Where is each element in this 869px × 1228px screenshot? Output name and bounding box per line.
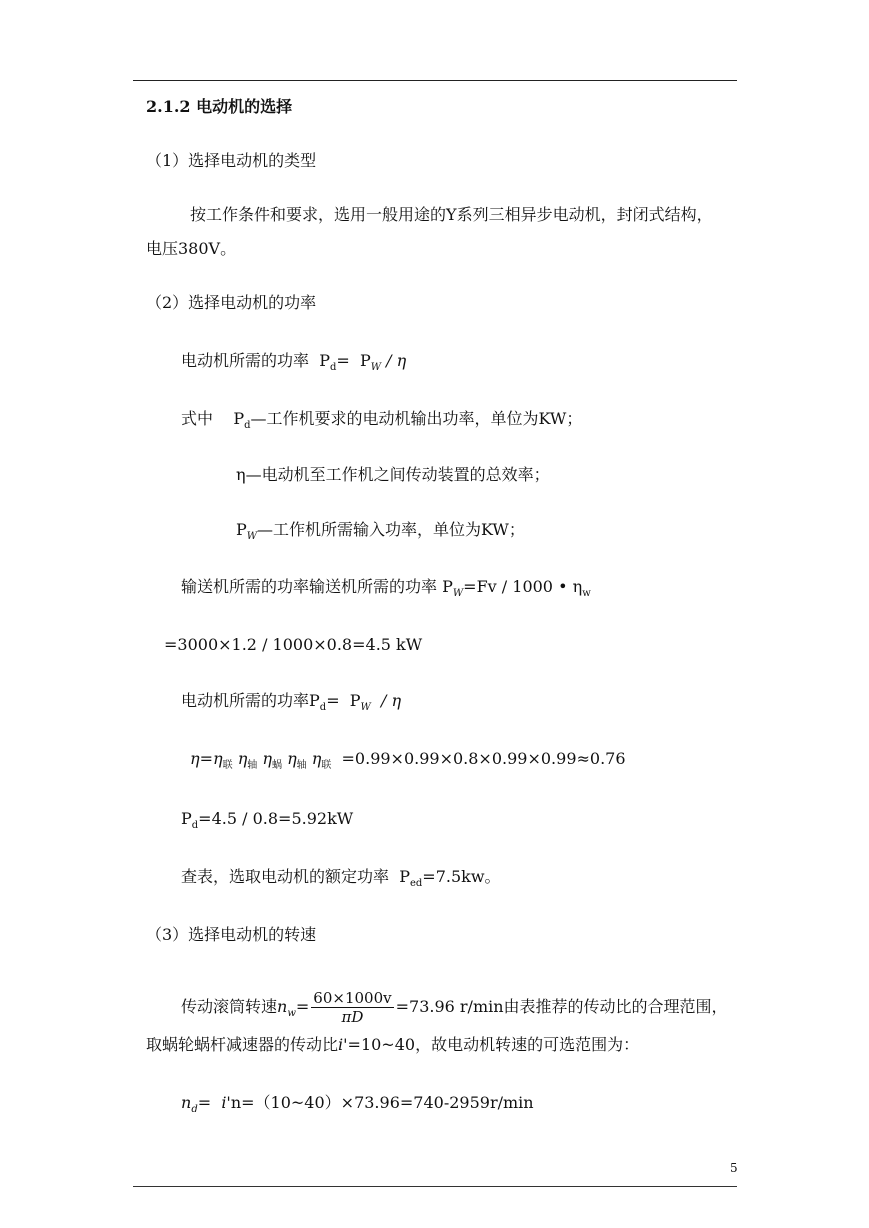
drum-speed-line: 传动滚筒转速$n_w=$ $\frac{60\times 1000v}{\pi D}$ =73.96 r/min由表推荐的传动比的合理范围， bbox=[181, 989, 728, 1026]
section-heading: 2.1.2 电动机的选择 bbox=[146, 97, 293, 116]
efficiency-line: $\eta=\eta_联$ $\eta_轴$ $\eta_蜗$ $\eta_轴$ $\eta_联 =0.99\times 0.99\times 0.8\times 0.99\times 0.99\approx 0.76$ bbox=[190, 749, 626, 771]
subsection-1-title: （1）选择电动机的类型 bbox=[146, 151, 317, 170]
header-rule bbox=[133, 80, 737, 81]
pd-value-line: $P_d=4.5 / 0.8=5.92kW$ bbox=[181, 809, 354, 831]
rated-power-line: 查表，选取电动机的额定功率 $P_{ed}=7.5kw$。 bbox=[181, 867, 501, 889]
motor-speed-range-line: $n_d=$ i'n=（10~40）×73.96=740-2959r/min bbox=[181, 1093, 534, 1115]
definition-pw-line: $P_W—$工作机所需输入功率，单位为KW； bbox=[236, 520, 525, 542]
power-formula-line: 电动机所需的功率 $P_d= P_W / \eta$ bbox=[181, 351, 407, 373]
subsection-1-para-line1: 按工作条件和要求，选用一般用途的Y系列三相异步电动机，封闭式结构， bbox=[190, 205, 713, 224]
drum-speed-fraction: $\frac{60\times 1000v}{\pi D}$ bbox=[313, 989, 392, 1026]
power-formula-line-2: 电动机所需的功率$P_d= P_W / \eta$ bbox=[181, 691, 402, 713]
footer-rule bbox=[133, 1186, 737, 1187]
subsection-1-para-line2: 电压380V。 bbox=[146, 239, 237, 258]
subsection-3-title: （3）选择电动机的转速 bbox=[146, 925, 317, 944]
transmission-ratio-line: 取蜗轮蜗杆减速器的传动比i'=10~40，故电动机转速的可选范围为： bbox=[146, 1035, 640, 1054]
subsection-2-title: （2）选择电动机的功率 bbox=[146, 293, 317, 312]
page-number: 5 bbox=[730, 1161, 738, 1175]
conveyor-power-line: 输送机所需的功率输送机所需的功率 $P_W=Fv / 1000$ • $\eta_w$ bbox=[181, 577, 591, 599]
conveyor-calc-line: =3000×1.2 / 1000×0.8=4.5 kW bbox=[164, 635, 423, 654]
definition-eta-line: η—电动机至工作机之间传动装置的总效率； bbox=[236, 465, 550, 484]
definition-pd-line: 式中 $P_d—$工作机要求的电动机输出功率，单位为KW； bbox=[181, 409, 583, 431]
